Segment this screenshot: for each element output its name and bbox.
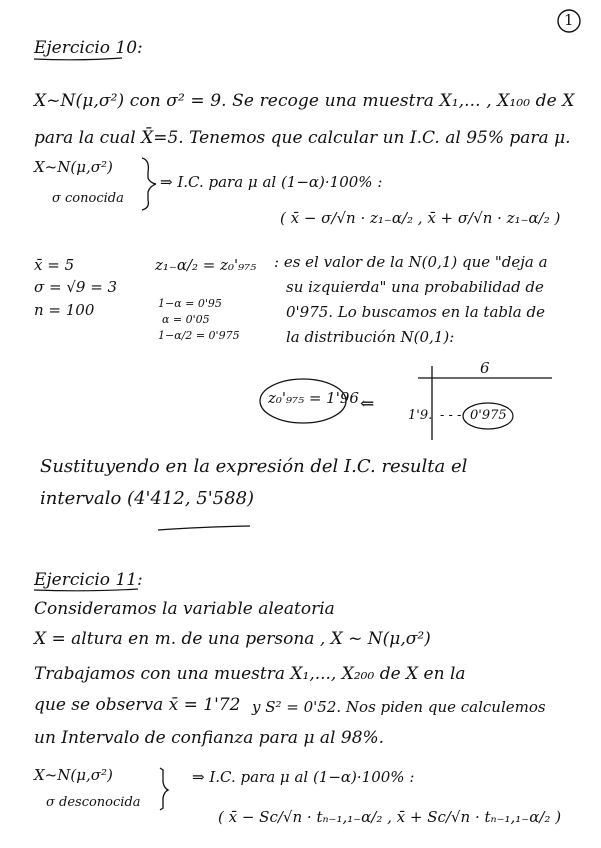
ex11-statement-line1: Consideramos la variable aleatoria (34, 599, 335, 619)
ex10-model-distribution: X~N(μ,σ²) (34, 158, 113, 176)
ex11-statement-line5: un Intervalo de confianza para μ al 98%. (34, 728, 385, 748)
ex10-title-underline (34, 58, 122, 60)
ex10-z-equation: z₁₋α/₂ = z₀'₉₇₅ (155, 256, 257, 274)
ex10-z-note-1: 1−α = 0'95 (158, 297, 222, 310)
ex11-ci-formula: ( x̄ − Sc/√n · tₙ₋₁,₁₋α/₂ , x̄ + Sc/√n · tₙ₋₁,₁₋α/₂ ) (218, 808, 562, 826)
ex11-statement-line3: Trabajamos con una muestra X₁,..., X₂₀₀ de X en la (34, 664, 466, 684)
ex10-data-sigma: σ = √9 = 3 (34, 278, 118, 296)
ex11-model-distribution: X~N(μ,σ²) (34, 766, 113, 784)
ex11-statement-line2: X = altura en m. de una persona , X ~ N(μ,σ²) (34, 629, 431, 649)
ex10-explanation-1: : es el valor de la N(0,1) que "deja a (274, 253, 548, 271)
left-arrow-icon: ⇐ (360, 394, 375, 414)
ex10-model-brace (142, 158, 156, 210)
ex11-model-brace (160, 768, 168, 810)
ex10-statement-line2: para la cual X̄=5. Tenemos que calcular un I.C. al 95% para μ. (34, 128, 571, 148)
z-table-dots: - - - (440, 408, 462, 423)
conclusion-underline (158, 526, 250, 530)
ex10-data-mean: x̄ = 5 (34, 256, 75, 274)
ex10-z-note-2: α = 0'05 (162, 313, 210, 326)
ex10-title: Ejercicio 10: (34, 38, 143, 58)
ex10-data-n: n = 100 (34, 301, 95, 319)
z-table-cell-value: 0'975 (470, 408, 507, 423)
ex10-explanation-3: 0'975. Lo buscamos en la tabla de (286, 303, 545, 321)
z-table-column-header: 6 (480, 359, 490, 377)
ex11-model-condition: σ desconocida (46, 795, 141, 810)
ex10-z-result: z₀'₉₇₅ = 1'96 (268, 389, 359, 407)
ex10-ci-formula: ( x̄ − σ/√n · z₁₋α/₂ , x̄ + σ/√n · z₁₋α/₂ ) (280, 209, 561, 227)
ex11-statement-line4b: y S² = 0'52. Nos piden que calculemos (252, 698, 546, 716)
z-table-row-header: 1'9. (408, 408, 433, 423)
ex10-explanation-2: su izquierda" una probabilidad de (286, 278, 544, 296)
ex10-conclusion-2: intervalo (4'412, 5'588) (40, 488, 255, 509)
ex10-ci-heading: ⇒ I.C. para μ al (1−α)·100% : (160, 173, 383, 191)
ex10-z-note-3: 1−α/2 = 0'975 (158, 329, 240, 342)
page-number: 1 (564, 11, 574, 29)
ex11-ci-heading: ⇒ I.C. para μ al (1−α)·100% : (192, 768, 415, 786)
ex11-title: Ejercicio 11: (34, 570, 143, 590)
ex10-explanation-4: la distribución N(0,1): (286, 328, 455, 346)
ex10-model-condition: σ conocida (52, 191, 124, 206)
ex11-statement-line4a: que se observa x̄ = 1'72 (34, 695, 241, 715)
ex10-conclusion-1: Sustituyendo en la expresión del I.C. resulta el (40, 456, 468, 477)
ex10-statement-line1: X~N(μ,σ²) con σ² = 9. Se recoge una muestra X₁,... , X₁₀₀ de X (34, 91, 575, 111)
